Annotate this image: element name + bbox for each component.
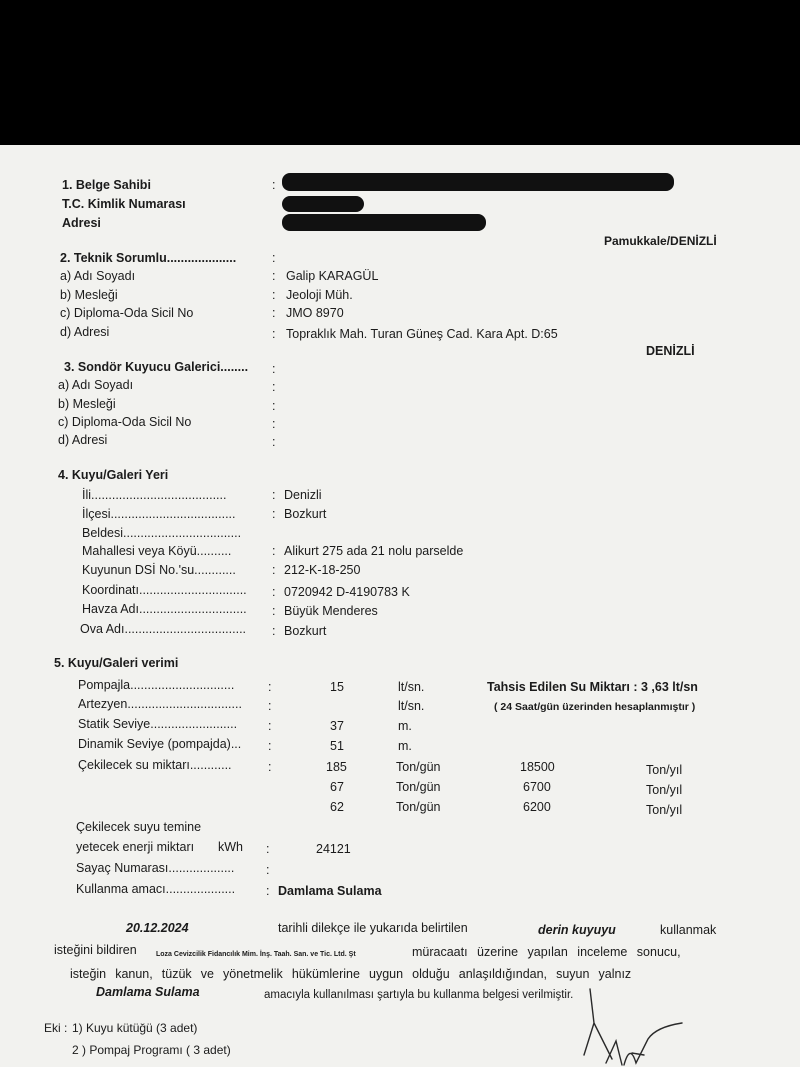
company-name: Loza Cevizcilik Fidancılık Mim. İnş. Taah. San. ve Tic. Ltd. Şt bbox=[156, 951, 356, 958]
static-unit: m. bbox=[398, 719, 412, 733]
location-row-value: Büyük Menderes bbox=[284, 604, 378, 618]
location-row-label: İlçesi.................................... bbox=[82, 507, 236, 521]
energy-sep: : bbox=[266, 842, 270, 856]
artesian-unit: lt/sn. bbox=[398, 699, 425, 713]
technical-reg-sep: : bbox=[272, 306, 276, 320]
dynamic-value: 51 bbox=[330, 739, 344, 753]
owner-heading: 1. Belge Sahibi bbox=[62, 178, 151, 192]
attachment-item: 1) Kuyu kütüğü (3 adet) bbox=[72, 1021, 198, 1035]
location-row-sep: : bbox=[272, 624, 276, 638]
yield-heading: 5. Kuyu/Galeri verimi bbox=[54, 656, 179, 670]
location-row-sep: : bbox=[272, 604, 276, 618]
location-row-label: Mahallesi veya Köyü.......... bbox=[82, 544, 232, 558]
pump-value: 15 bbox=[330, 680, 344, 694]
draw-sep: : bbox=[268, 760, 272, 774]
location-row-value: 212-K-18-250 bbox=[284, 563, 361, 577]
driller-name-sep: : bbox=[272, 380, 276, 394]
driller-name-label: a) Adı Soyadı bbox=[58, 378, 134, 392]
location-row-sep: : bbox=[272, 563, 276, 577]
technical-reg-label: c) Diploma-Oda Sicil No bbox=[60, 306, 194, 320]
signature-image bbox=[560, 983, 760, 1067]
energy-value: 24121 bbox=[316, 842, 351, 856]
driller-job-label: b) Mesleği bbox=[58, 397, 116, 411]
statement-line2-start: isteğini bildiren bbox=[54, 943, 137, 957]
draw-day-value: 67 bbox=[330, 780, 344, 794]
location-row-sep: : bbox=[272, 585, 276, 599]
technical-name-label: a) Adı Soyadı bbox=[60, 269, 136, 283]
location-row-label: Ova Adı................................... bbox=[80, 622, 247, 636]
statement-line4: amacıyla kullanılması şartıyla bu kullanma belgesi verilmiştir. bbox=[264, 989, 574, 1001]
use-sep: : bbox=[266, 884, 270, 898]
location-row-value: Alikurt 275 ada 21 nolu parselde bbox=[284, 544, 464, 558]
meter-label: Sayaç Numarası................... bbox=[76, 861, 235, 875]
location-row-sep: : bbox=[272, 544, 276, 558]
statement-line1-end: kullanmak bbox=[660, 923, 717, 937]
location-row-value: 0720942 D-4190783 K bbox=[284, 585, 410, 599]
draw-day-unit: Ton/gün bbox=[396, 800, 441, 814]
meter-sep: : bbox=[266, 863, 270, 877]
location-row-value: Bozkurt bbox=[284, 624, 327, 638]
statement-line2-end: müracaatı üzerine yapılan inceleme sonucu, bbox=[412, 945, 681, 959]
document-sheet bbox=[0, 145, 800, 1067]
draw-year-unit: Ton/yıl bbox=[646, 763, 683, 777]
location-row-value: Bozkurt bbox=[284, 507, 327, 521]
energy-label-2: yetecek enerji miktarı bbox=[76, 840, 195, 854]
driller-heading: 3. Sondör Kuyucu Galerici........ bbox=[64, 360, 249, 374]
driller-reg-label: c) Diploma-Oda Sicil No bbox=[58, 415, 192, 429]
driller-job-sep: : bbox=[272, 399, 276, 413]
redacted-tc-number bbox=[282, 196, 364, 212]
technical-name-sep: : bbox=[272, 269, 276, 283]
owner-name-sep: : bbox=[272, 178, 276, 192]
technical-reg: JMO 8970 bbox=[286, 306, 344, 320]
technical-job-label: b) Mesleği bbox=[60, 288, 118, 302]
allocated-note: ( 24 Saat/gün üzerinden hesaplanmıştır ) bbox=[494, 701, 696, 713]
draw-year-unit: Ton/yıl bbox=[646, 803, 683, 817]
draw-label: Çekilecek su miktarı............ bbox=[78, 758, 232, 772]
location-row-label: İli....................................... bbox=[82, 488, 227, 502]
attachment-item: 2 ) Pompaj Programı ( 3 adet) bbox=[72, 1043, 231, 1057]
petition-date: 20.12.2024 bbox=[126, 921, 189, 935]
use-label: Kullanma amacı.................... bbox=[76, 882, 236, 896]
statement-line1: tarihli dilekçe ile yukarıda belirtilen bbox=[278, 921, 468, 935]
pump-sep: : bbox=[268, 680, 272, 694]
dynamic-unit: m. bbox=[398, 739, 412, 753]
draw-day-unit: Ton/gün bbox=[396, 780, 441, 794]
owner-city: Pamukkale/DENİZLİ bbox=[604, 234, 717, 248]
technical-addr-sep: : bbox=[272, 327, 276, 341]
location-row-sep: : bbox=[272, 507, 276, 521]
technical-addr: Topraklık Mah. Turan Güneş Cad. Kara Apt. D:65 bbox=[286, 327, 558, 341]
dynamic-label: Dinamik Seviye (pompajda)... bbox=[78, 737, 242, 751]
location-row-label: Kuyunun DSİ No.'su............ bbox=[82, 563, 236, 577]
redacted-owner-address bbox=[282, 214, 486, 231]
driller-addr-sep: : bbox=[272, 435, 276, 449]
attachments-label: Eki : bbox=[44, 1021, 68, 1035]
static-label: Statik Seviye......................... bbox=[78, 717, 238, 731]
technical-name: Galip KARAGÜL bbox=[286, 269, 379, 283]
location-heading: 4. Kuyu/Galeri Yeri bbox=[58, 468, 169, 482]
draw-year-value: 18500 bbox=[520, 760, 555, 774]
owner-tc-label: T.C. Kimlik Numarası bbox=[62, 197, 186, 211]
energy-label-1: Çekilecek suyu temine bbox=[76, 820, 202, 834]
statement-line3: isteğin kanun, tüzük ve yönetmelik hükümlerine uygun olduğu anlaşıldığından, suyun yalnız bbox=[70, 967, 632, 981]
location-row-value: Denizli bbox=[284, 488, 322, 502]
draw-day-value: 62 bbox=[330, 800, 344, 814]
draw-year-value: 6700 bbox=[523, 780, 551, 794]
dynamic-sep: : bbox=[268, 739, 272, 753]
technical-job-sep: : bbox=[272, 288, 276, 302]
redacted-owner-name bbox=[282, 173, 674, 191]
location-row-label: Beldesi.................................. bbox=[82, 526, 242, 540]
driller-reg-sep: : bbox=[272, 417, 276, 431]
driller-addr-label: d) Adresi bbox=[58, 433, 108, 447]
use-value: Damlama Sulama bbox=[278, 884, 382, 898]
draw-year-value: 6200 bbox=[523, 800, 551, 814]
location-row-label: Koordinatı............................... bbox=[82, 583, 247, 597]
technical-heading-sep: : bbox=[272, 251, 276, 265]
allocated-amount: Tahsis Edilen Su Miktarı : 3 ,63 lt/sn bbox=[487, 680, 698, 694]
pump-unit: lt/sn. bbox=[398, 680, 425, 694]
well-type: derin kuyuyu bbox=[538, 923, 616, 937]
draw-year-unit: Ton/yıl bbox=[646, 783, 683, 797]
location-row-label: Havza Adı............................... bbox=[82, 602, 247, 616]
owner-address-label: Adresi bbox=[62, 216, 101, 230]
draw-day-value: 185 bbox=[326, 760, 347, 774]
technical-addr-label: d) Adresi bbox=[60, 325, 110, 339]
location-row-sep: : bbox=[272, 488, 276, 502]
static-value: 37 bbox=[330, 719, 344, 733]
technical-job: Jeoloji Müh. bbox=[286, 288, 353, 302]
draw-day-unit: Ton/gün bbox=[396, 760, 441, 774]
technical-city: DENİZLİ bbox=[646, 344, 695, 358]
driller-heading-sep: : bbox=[272, 362, 276, 376]
artesian-sep: : bbox=[268, 699, 272, 713]
artesian-label: Artezyen................................. bbox=[78, 697, 242, 711]
technical-heading: 2. Teknik Sorumlu.................... bbox=[60, 251, 237, 265]
usage-purpose: Damlama Sulama bbox=[96, 985, 200, 999]
pump-label: Pompajla.............................. bbox=[78, 678, 235, 692]
energy-unit: kWh bbox=[218, 840, 243, 854]
static-sep: : bbox=[268, 719, 272, 733]
